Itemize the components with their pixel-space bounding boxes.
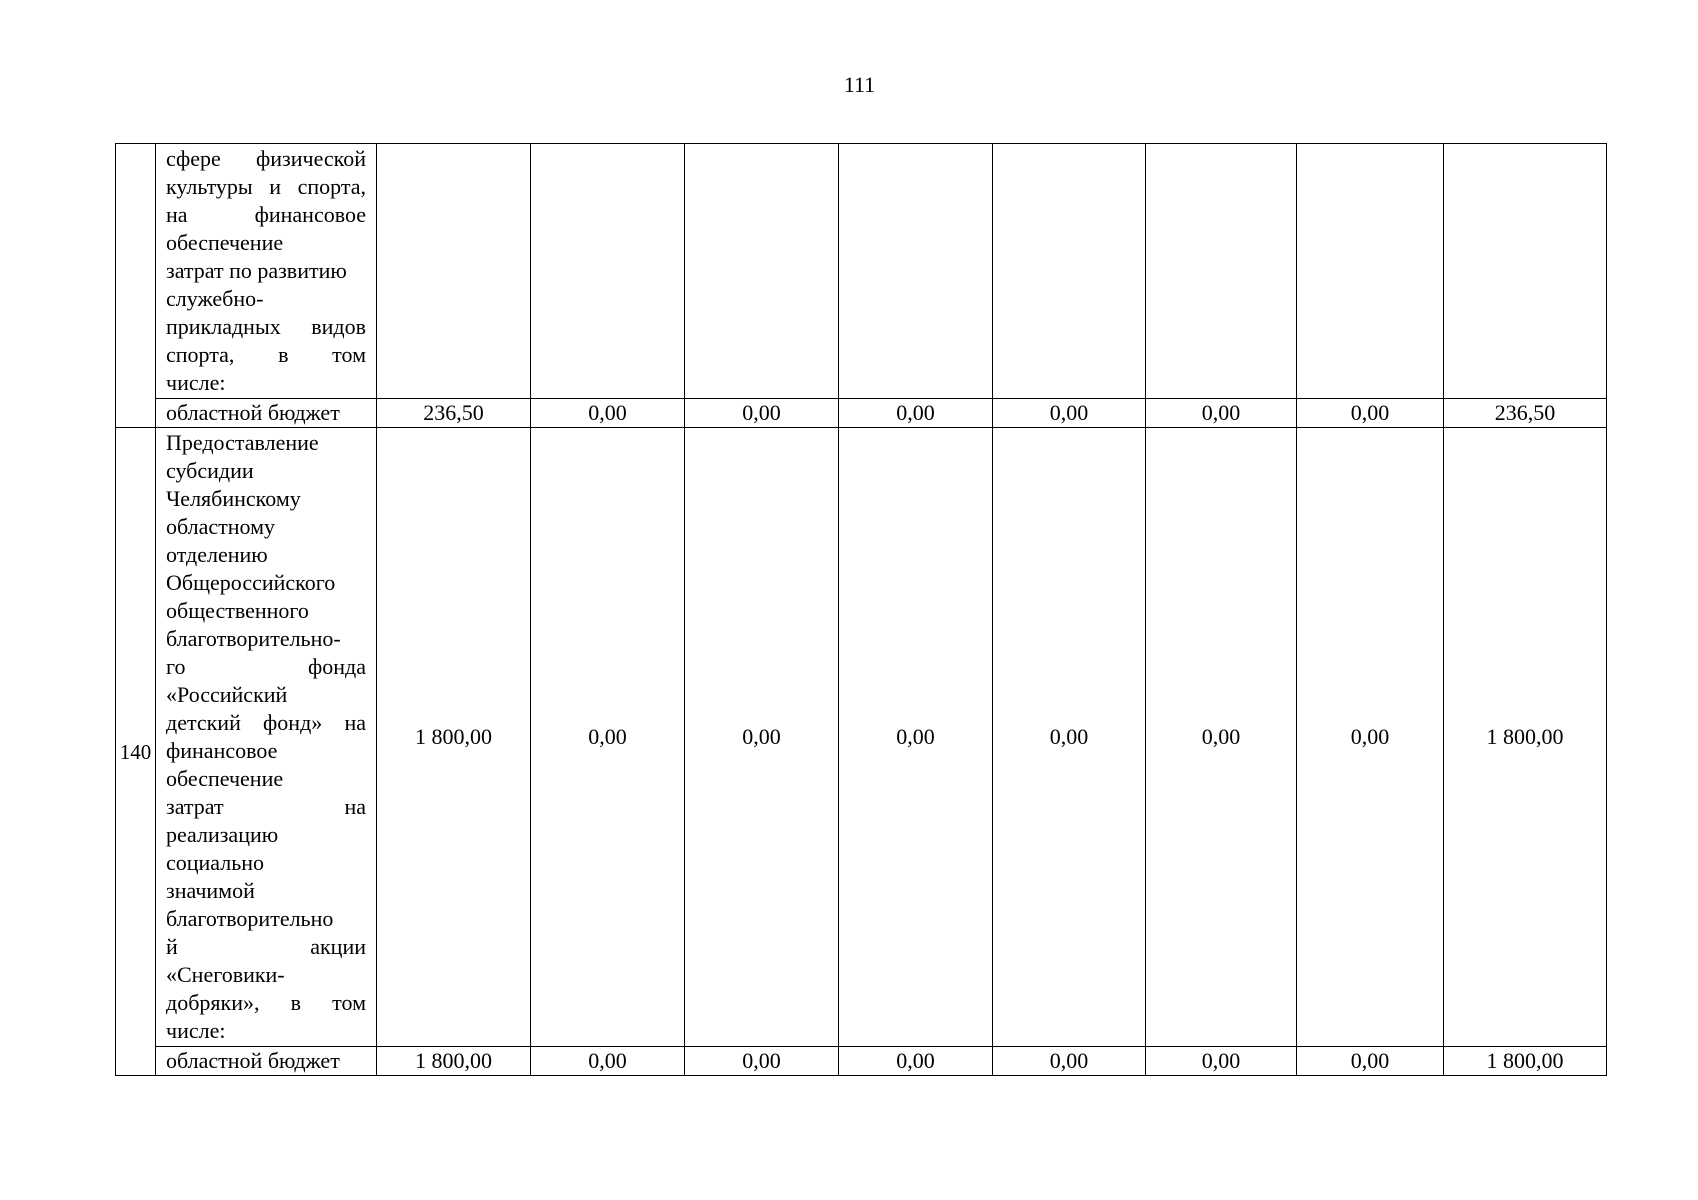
value-cell: 0,00 xyxy=(685,1047,839,1076)
description-line: затрат по развитию xyxy=(166,258,347,283)
value-cell: 0,00 xyxy=(993,428,1146,1047)
value-cell: 0,00 xyxy=(1297,428,1444,1047)
description-line: на финансовое xyxy=(166,202,366,227)
empty-cell xyxy=(685,144,839,399)
empty-cell xyxy=(839,144,993,399)
value-cell: 0,00 xyxy=(839,1047,993,1076)
row-number-cell xyxy=(116,144,156,428)
empty-cell xyxy=(1146,144,1297,399)
page-number: 111 xyxy=(843,72,876,97)
description-line: служебно- xyxy=(166,286,264,311)
description-line: прикладных видов xyxy=(166,314,366,339)
description-line: социально xyxy=(166,850,265,875)
value-cell: 0,00 xyxy=(531,428,685,1047)
value-cell: 0,00 xyxy=(685,399,839,428)
value-cell: 0,00 xyxy=(993,399,1146,428)
table-row-source xyxy=(116,1047,1607,1076)
description-line: го фонда xyxy=(166,654,366,679)
description-line: Челябинскому xyxy=(166,486,301,511)
description-cell xyxy=(156,144,377,399)
value-cell: 1 800,00 xyxy=(1444,428,1607,1047)
table-row-source xyxy=(116,399,1607,428)
value-cell: 0,00 xyxy=(993,1047,1146,1076)
description-line: субсидии xyxy=(166,458,254,483)
funding-source-cell: областной бюджет xyxy=(156,1047,377,1076)
description-line: детский фонд» на xyxy=(166,710,366,735)
description-line: Общероссийского xyxy=(166,570,336,595)
description-line: Предоставление xyxy=(166,430,319,455)
description-line: затрат на xyxy=(166,794,366,819)
description-line: сфере физической xyxy=(166,146,366,171)
value-cell: 0,00 xyxy=(685,428,839,1047)
funding-source-cell: областной бюджет xyxy=(156,399,377,428)
budget-table xyxy=(115,143,1607,1076)
description-line: культуры и спорта, xyxy=(166,174,366,199)
empty-cell xyxy=(377,144,531,399)
description-line: значимой xyxy=(166,878,255,903)
table-row xyxy=(116,144,1607,399)
description-line: финансовое xyxy=(166,738,278,763)
value-cell: 1 800,00 xyxy=(1444,1047,1607,1076)
value-cell: 0,00 xyxy=(1146,428,1297,1047)
value-cell: 0,00 xyxy=(1146,399,1297,428)
description-line: областному xyxy=(166,514,276,539)
description-line: добряки», в том xyxy=(166,990,366,1015)
value-cell: 236,50 xyxy=(377,399,531,428)
empty-cell xyxy=(531,144,685,399)
value-cell: 0,00 xyxy=(531,399,685,428)
description-line: обеспечение xyxy=(166,766,284,791)
value-cell: 0,00 xyxy=(1297,1047,1444,1076)
description-line: обеспечение xyxy=(166,230,284,255)
value-cell: 0,00 xyxy=(839,399,993,428)
value-cell: 0,00 xyxy=(1297,399,1444,428)
description-line: й акции xyxy=(166,934,366,959)
description-line: «Снеговики- xyxy=(166,962,285,987)
description-line: отделению xyxy=(166,542,268,567)
value-cell: 0,00 xyxy=(531,1047,685,1076)
empty-cell xyxy=(993,144,1146,399)
description-line: благотворительно- xyxy=(166,626,341,651)
description-line: числе: xyxy=(166,370,226,395)
description-line: благотворительно xyxy=(166,906,334,931)
value-cell: 1 800,00 xyxy=(377,428,531,1047)
description-line: числе: xyxy=(166,1018,226,1043)
value-cell: 0,00 xyxy=(1146,1047,1297,1076)
value-cell: 0,00 xyxy=(839,428,993,1047)
value-cell: 236,50 xyxy=(1444,399,1607,428)
description-line: «Российский xyxy=(166,682,288,707)
value-cell: 1 800,00 xyxy=(377,1047,531,1076)
row-number-cell: 140 xyxy=(116,428,156,1076)
description-line: общественного xyxy=(166,598,309,623)
empty-cell xyxy=(1297,144,1444,399)
description-line: спорта, в том xyxy=(166,342,366,367)
description-cell xyxy=(156,428,377,1047)
table-row xyxy=(116,428,1607,1047)
description-line: реализацию xyxy=(166,822,279,847)
empty-cell xyxy=(1444,144,1607,399)
